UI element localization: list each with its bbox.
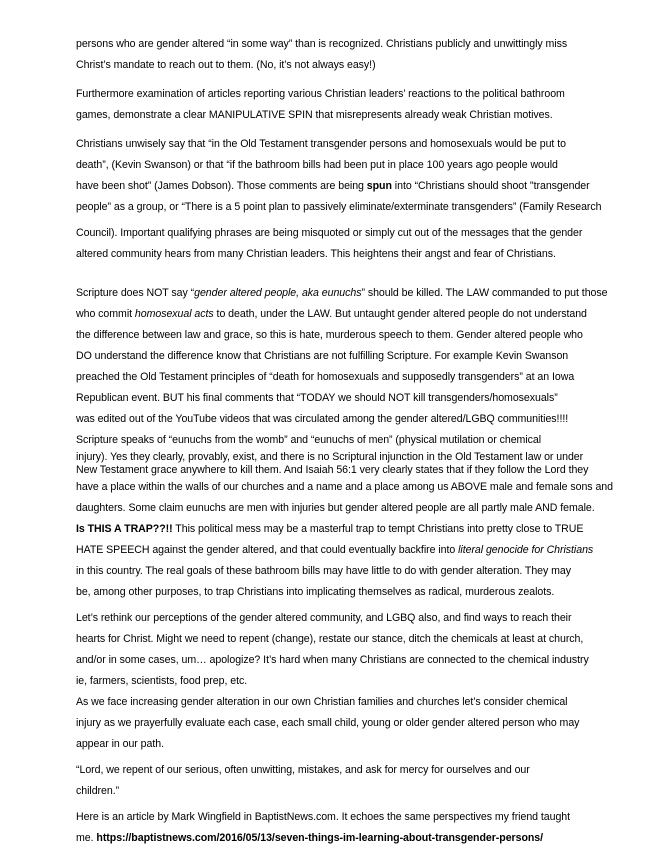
text-run: who commit (76, 308, 135, 320)
paragraph-3-line-4: people” as a group, or “There is a 5 point plan to passively eliminate/exterminate transgenders” (Family Research (76, 201, 602, 213)
paragraph-6-line-4: be, among other purposes, to trap Christians into implicating themselves as radical, murderous zealots. (76, 586, 555, 598)
paragraph-6-line-2 (76, 540, 636, 561)
paragraph-5-line-5: daughters. Some claim eunuchs are men with injuries but gender altered people are all partly male AND female. (76, 502, 595, 514)
paragraph-4-line-6: Republican event. BUT his final comments that “TODAY we should NOT kill transgenders/homosexuals” (76, 392, 558, 404)
paragraph-10-line-1: Here is an article by Mark Wingfield in BaptistNews.com. It echoes the same perspectives my friend taught (76, 811, 571, 823)
paragraph-8-line-3: appear in our path. (76, 738, 164, 750)
paragraph-5-line-1: Scripture speaks of “eunuchs from the womb” and “eunuchs of men” (physical mutilation or chemical (76, 434, 542, 446)
paragraph-9-line-1: “Lord, we repent of our serious, often unwitting, mistakes, and ask for mercy for ourselves and our (76, 764, 530, 776)
paragraph-10-line-2 (76, 828, 636, 849)
paragraph-6-line-1 (76, 519, 636, 540)
paragraph-3-line-5: Council). Important qualifying phrases are being misquoted or simply cut out of the messages that the gender (76, 227, 583, 239)
text-run: into “Christians should shoot "transgender (391, 180, 590, 192)
paragraph-4-line-4: DO understand the difference know that Christians are not fulfilling Scripture. For example Kevin Swanson (76, 350, 569, 362)
paragraph-7-line-3: and/or in some cases, um… apologize? It’s hard when many Christians are connected to the chemical industry (76, 654, 589, 666)
article-link[interactable]: https://baptistnews.com/2016/05/13/seven-things-im-learning-about-transgender-persons/ (96, 832, 544, 844)
paragraph-8-line-1: As we face increasing gender alteration in our own Christian families and churches let’s consider chemical (76, 696, 568, 708)
paragraph-3-line-1: Christians unwisely say that “in the Old Testament transgender persons and homosexuals would be put to (76, 138, 566, 150)
text-run: ” should be killed. The LAW commanded to put those (361, 287, 608, 299)
text-run: Scripture does NOT say “ (76, 287, 195, 299)
paragraph-4-line-7: was edited out of the YouTube videos that was circulated among the gender altered/LGBQ communities!!!! (76, 413, 569, 425)
text-run: to death, under the LAW. But untaught gender altered people do not understand (213, 308, 587, 320)
paragraph-5-line-4: have a place within the walls of our churches and a name and a place among us ABOVE male and female sons and (76, 481, 613, 493)
paragraph-3-line-2: death”, (Kevin Swanson) or that “if the bathroom bills had been put in place 100 years ago people would (76, 159, 558, 171)
paragraph-7-line-2: hearts for Christ. Might we need to repent (change), restate our stance, ditch the chemicals at least at church, (76, 633, 584, 645)
paragraph-3-line-3 (76, 176, 636, 197)
paragraph-8-line-2: injury as we prayerfully evaluate each case, each small child, young or older gender altered person who may (76, 717, 580, 729)
paragraph-7-line-1: Let’s rethink our perceptions of the gender altered community, and LGBQ also, and find ways to reach their (76, 612, 572, 624)
paragraph-4-line-1 (76, 283, 636, 304)
emphasis-spun: spun (366, 180, 392, 192)
text-run: have been shot” (James Dobson). Those comments are being (76, 180, 367, 192)
paragraph-1-line-1: persons who are gender altered “in some way” than is recognized. Christians publicly and unwittingly miss (76, 38, 568, 50)
emphasis-homosexual-acts: homosexual acts (134, 308, 214, 320)
paragraph-7-line-4: ie, farmers, scientists, food prep, etc. (76, 675, 248, 687)
text-run: me. (76, 832, 97, 844)
emphasis-eunuchs: gender altered people, aka eunuchs (194, 287, 362, 299)
paragraph-5-line-3: New Testament grace anywhere to kill them. And Isaiah 56:1 very clearly states that if they follow the Lord they (76, 464, 589, 476)
trap-heading: Is THIS A TRAP??!! (76, 523, 173, 535)
paragraph-4-line-5: preached the Old Testament principles of “death for homosexuals and supposedly transgenders” at an Iowa (76, 371, 575, 383)
paragraph-9-line-2: children.” (76, 785, 120, 797)
paragraph-5-line-2: injury). Yes they clearly, provably, exist, and there is no Scriptural injunction in the Old Testament law or under (76, 451, 584, 463)
emphasis-genocide: literal genocide for Christians (458, 544, 594, 556)
paragraph-6-line-3: in this country. The real goals of these bathroom bills may have little to do with gender alteration. They may (76, 565, 572, 577)
paragraph-2-line-2: games, demonstrate a clear MANIPULATIVE SPIN that misrepresents already weak Christian motives. (76, 109, 553, 121)
paragraph-2-line-1: Furthermore examination of articles reporting various Christian leaders’ reactions to the political bathroom (76, 88, 565, 100)
paragraph-4-line-3: the difference between law and grace, so this is hate, murderous speech to them. Gender altered people who (76, 329, 583, 341)
paragraph-4-line-2 (76, 304, 636, 325)
paragraph-1-line-2: Christ’s mandate to reach out to them. (No, it’s not always easy!) (76, 59, 376, 71)
paragraph-3-line-6: altered community hears from many Christian leaders. This heightens their angst and fear of Christians. (76, 248, 556, 260)
text-run: HATE SPEECH against the gender altered, and that could eventually backfire into (76, 544, 459, 556)
document-page (76, 34, 636, 849)
text-run: This political mess may be a masterful trap to tempt Christians into pretty close to TRUE (172, 523, 584, 535)
